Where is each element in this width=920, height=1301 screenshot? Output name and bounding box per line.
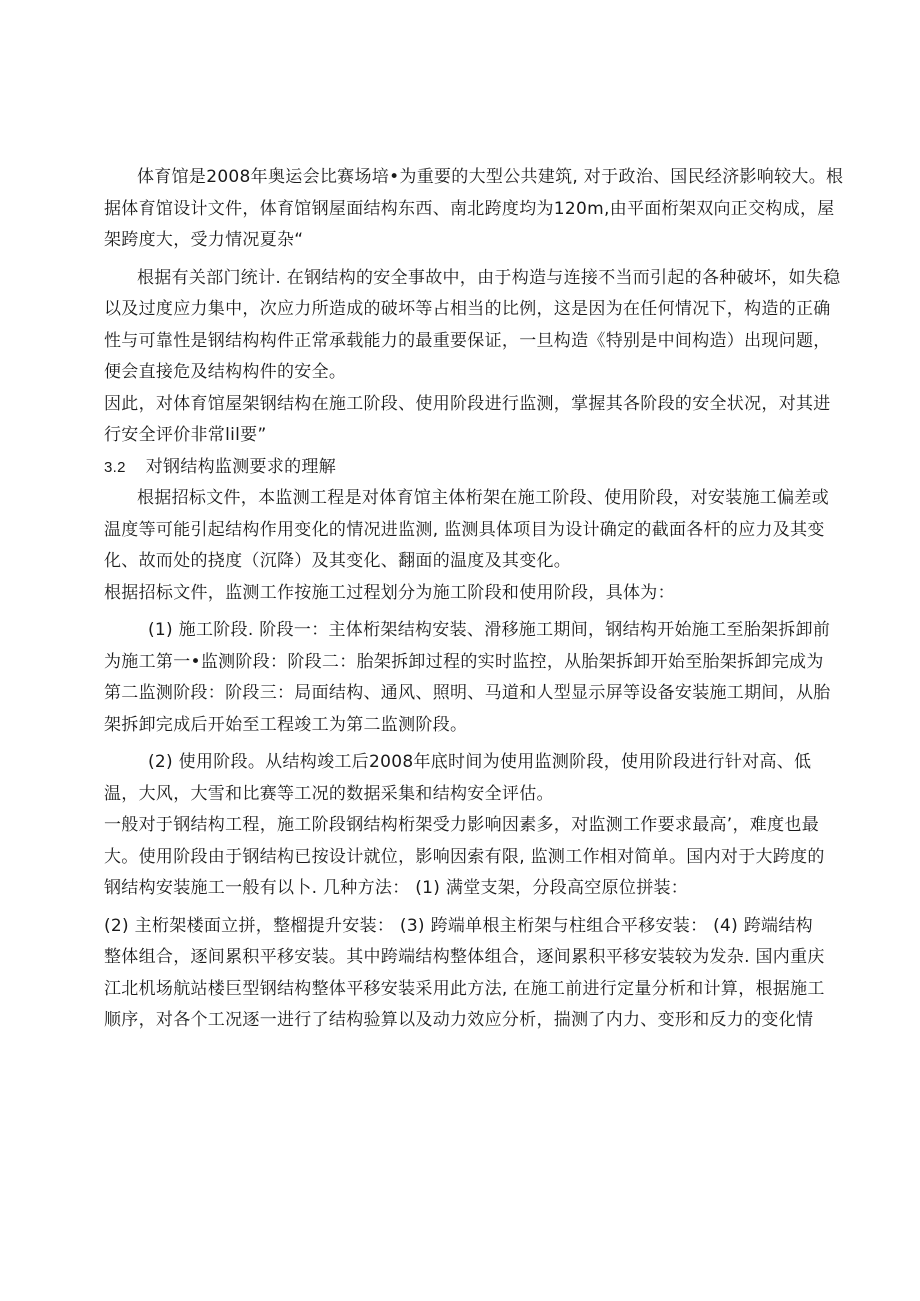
text-line: 化、故而处的挠度（沉降）及其变化、翻面的温度及其变化。 xyxy=(104,551,572,571)
text-line: 整体组合，逐间累积平移安装。其中跨端结构整体组合，逐间累积平移安装较为发杂. 国内重庆 xyxy=(104,947,825,967)
text-line: 江北机场航站楼巨型钢结构整体平移安装采用此方法, 在施工前进行定量分析和计算，根据施工 xyxy=(104,978,825,999)
text-line: 根据有关部门统计. 在钢结构的安全事故中，由于构造与连接不当而引起的各种破坏，如失稳 xyxy=(137,267,841,288)
text-line: 为施工第一•监测阶段：阶段二：胎架拆卸过程的实时监控，从胎架拆卸开始至胎架拆卸完成为 xyxy=(104,651,824,672)
paragraph-2 xyxy=(104,263,841,389)
paragraph-3 xyxy=(104,389,831,452)
text-line: 行安全评价非常lil要” xyxy=(104,425,267,445)
text-line: 根据招标文件，本监测工程是对体育馆主体桁架在施工阶段、使用阶段，对安装施工偏差或 xyxy=(137,488,829,508)
text-line: 架跨度大，受力情况夏杂“ xyxy=(104,230,304,250)
text-line: 温度等可能引起结构作用变化的情况进监测, 监测具体项目为设计确定的截面各杆的应力及其变 xyxy=(104,519,825,540)
text-line: 以及过度应力集中，次应力所造成的破坏等占相当的比例，这是因为在任何情况下，构造的正确 xyxy=(104,299,831,319)
paragraph-1 xyxy=(104,162,844,257)
text-line: (2) 使用阶段。从结构竣工后2008年底时间为使用监测阶段，使用阶段进行针对高、低 xyxy=(148,752,812,772)
text-line: 体育馆是2008年奥运会比赛场培•为重要的大型公共建筑, 对于政治、国民经济影响较大。根 xyxy=(137,167,844,187)
section-number: 3.2 xyxy=(104,458,126,476)
text-line: 温，大风，大雪和比赛等工况的数据采集和结构安全评估。 xyxy=(104,783,554,804)
paragraph-7 xyxy=(104,747,824,810)
paragraph-6 xyxy=(104,615,831,741)
paragraph-8 xyxy=(104,810,824,905)
text-line: 顺序，对各个工况逐一进行了结构验算以及动力效应分析，揣测了内力、变形和反力的变化情 xyxy=(104,1010,814,1030)
paragraph-9 xyxy=(104,911,824,1037)
section-title: 对钢结构监测要求的理解 xyxy=(145,456,337,477)
text-line: (2) 主桁架楼面立拼，整榴提升安装： (3) 跨端单根主桁架与柱组合平移安装： (4) 跨端结构 xyxy=(104,915,813,936)
text-line: 据体育馆设计文件，体育馆钢屋面结构东西、南北跨度均为120m,由平面桁架双向正交构成，屋 xyxy=(104,198,835,219)
section-heading xyxy=(104,452,824,484)
text-line: 性与可靠性是钢结构构件正常承载能力的最重要保证，一旦构造《特别是中间构造）出现问题， xyxy=(104,330,831,351)
text-line: (1) 施工阶段. 阶段一：主体桁架结构安装、滑移施工期间，钢结构开始施工至胎架拆卸前 xyxy=(148,620,831,640)
text-line: 便会直接危及结构构件的安全。 xyxy=(104,362,347,382)
text-line: 大。使用阶段由于钢结构已按设计就位，影响因索有限, 监测工作相对简单。国内对于大跨度的 xyxy=(104,846,825,867)
paragraph-5 xyxy=(104,578,824,610)
text-line: 因此，对体育馆屋架钢结构在施工阶段、使用阶段进行监测，掌握其各阶段的安全状况，对其进 xyxy=(104,393,831,414)
paragraph-4 xyxy=(104,483,829,578)
document-page xyxy=(104,162,844,1037)
text-line: 一般对于钢结构工程，施工阶段钢结构桁架受力影响因素多，对监测工作要求最高’，难度也最 xyxy=(104,815,820,835)
text-line: 第二监测阶段：阶段三：局面结构、通风、照明、马道和人型显示屏等设备安装施工期间，从胎 xyxy=(104,683,831,703)
text-line: 根据招标文件，监测工作按施工过程划分为施工阶段和使用阶段，具体为： xyxy=(104,582,675,603)
text-line: 钢结构安装施工一般有以卜. 几种方法： (1) 满堂支架，分段高空原位拼装： xyxy=(104,878,689,898)
text-line: 架拆卸完成后开始至工程竣工为第二监测阶段。 xyxy=(104,714,468,735)
